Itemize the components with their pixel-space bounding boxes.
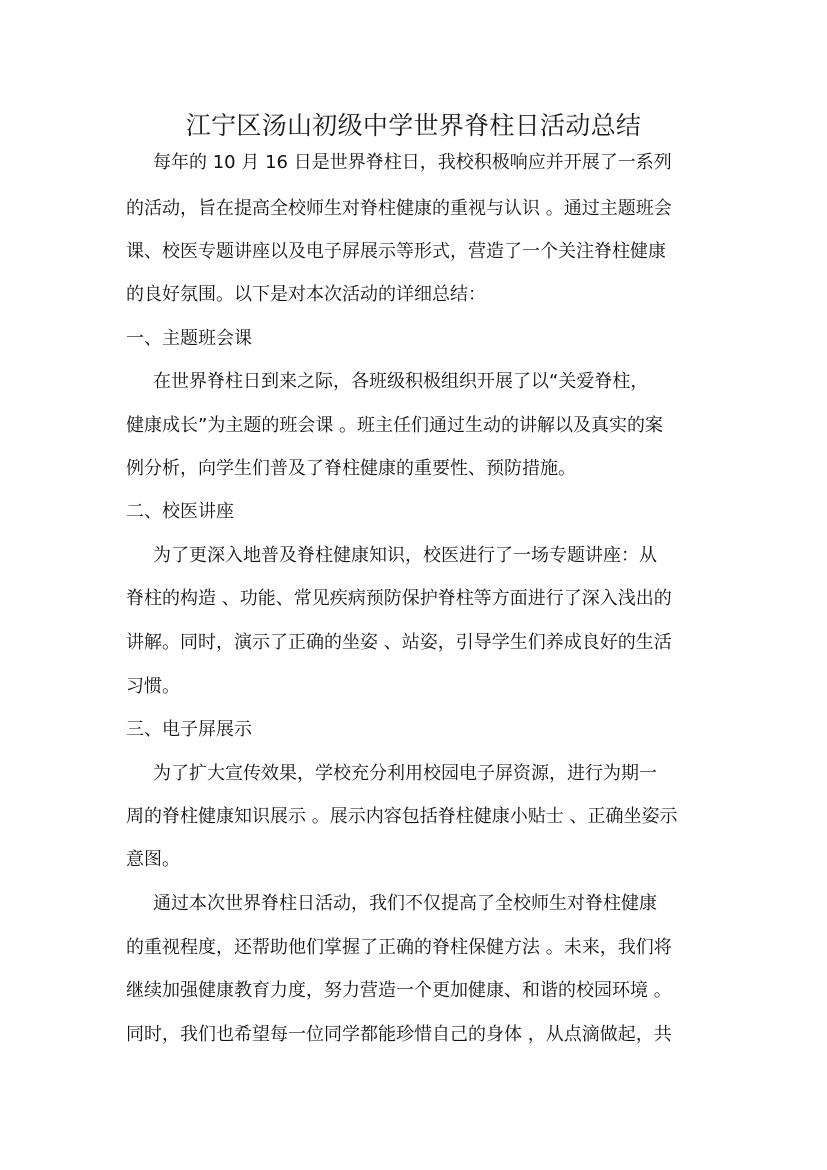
- section-heading-3: 三、电子屏展示: [126, 719, 252, 740]
- section-heading-2: 二、校医讲座: [126, 501, 234, 522]
- closing-line-4: 同时，我们也希望每一位同学都能珍惜自己的身体 ，从点滴做起，共: [126, 1024, 672, 1045]
- section-1-line-1: 在世界脊柱日到来之际，各班级积极组织开展了以“关爱脊柱，: [153, 371, 649, 392]
- section-3-line-1: 为了扩大宣传效果，学校充分利用校园电子屏资源，进行为期一: [153, 763, 657, 784]
- closing-line-3: 继续加强健康教育力度，努力营造一个更加健康、和谐的校园环境 。: [126, 980, 672, 1001]
- section-2-line-1: 为了更深入地普及脊柱健康知识，校医进行了一场专题讲座：从: [153, 545, 657, 566]
- closing-line-2: 的重视程度，还帮助他们掌握了正确的脊柱保健方法 。未来，我们将: [126, 937, 672, 958]
- section-3-line-3: 意图。: [126, 849, 180, 870]
- section-3-line-2: 周的脊柱健康知识展示 。展示内容包括脊柱健康小贴士 、正确坐姿示: [126, 806, 678, 827]
- section-heading-1: 一、主题班会课: [126, 328, 252, 349]
- section-1-line-3: 例分析，向学生们普及了脊柱健康的重要性、预防措施。: [126, 458, 576, 479]
- closing-line-1: 通过本次世界脊柱日活动，我们不仅提高了全校师生对脊柱健康: [153, 893, 657, 914]
- document-title: 江宁区汤山初级中学世界脊柱日活动总结: [185, 111, 642, 140]
- paragraph-intro-line-1: 每年的 10 月 16 日是世界脊柱日，我校积极响应并开展了一系列: [153, 152, 672, 173]
- section-1-line-2: 健康成长”为主题的班会课 。班主任们通过生动的讲解以及真实的案: [126, 415, 664, 436]
- paragraph-intro-line-4: 的良好氛围。以下是对本次活动的详细总结：: [126, 284, 486, 305]
- paragraph-intro-line-3: 课、校医专题讲座以及电子屏展示等形式，营造了一个关注脊柱健康: [126, 241, 666, 262]
- section-2-line-3: 讲解。同时，演示了正确的坐姿 、站姿，引导学生们养成良好的生活: [126, 632, 672, 653]
- paragraph-intro-line-2: 的活动，旨在提高全校师生对脊柱健康的重视与认识 。通过主题班会: [126, 198, 672, 219]
- section-2-line-4: 习惯。: [126, 676, 180, 697]
- section-2-line-2: 脊柱的构造 、功能、常见疾病预防保护脊柱等方面进行了深入浅出的: [126, 588, 672, 609]
